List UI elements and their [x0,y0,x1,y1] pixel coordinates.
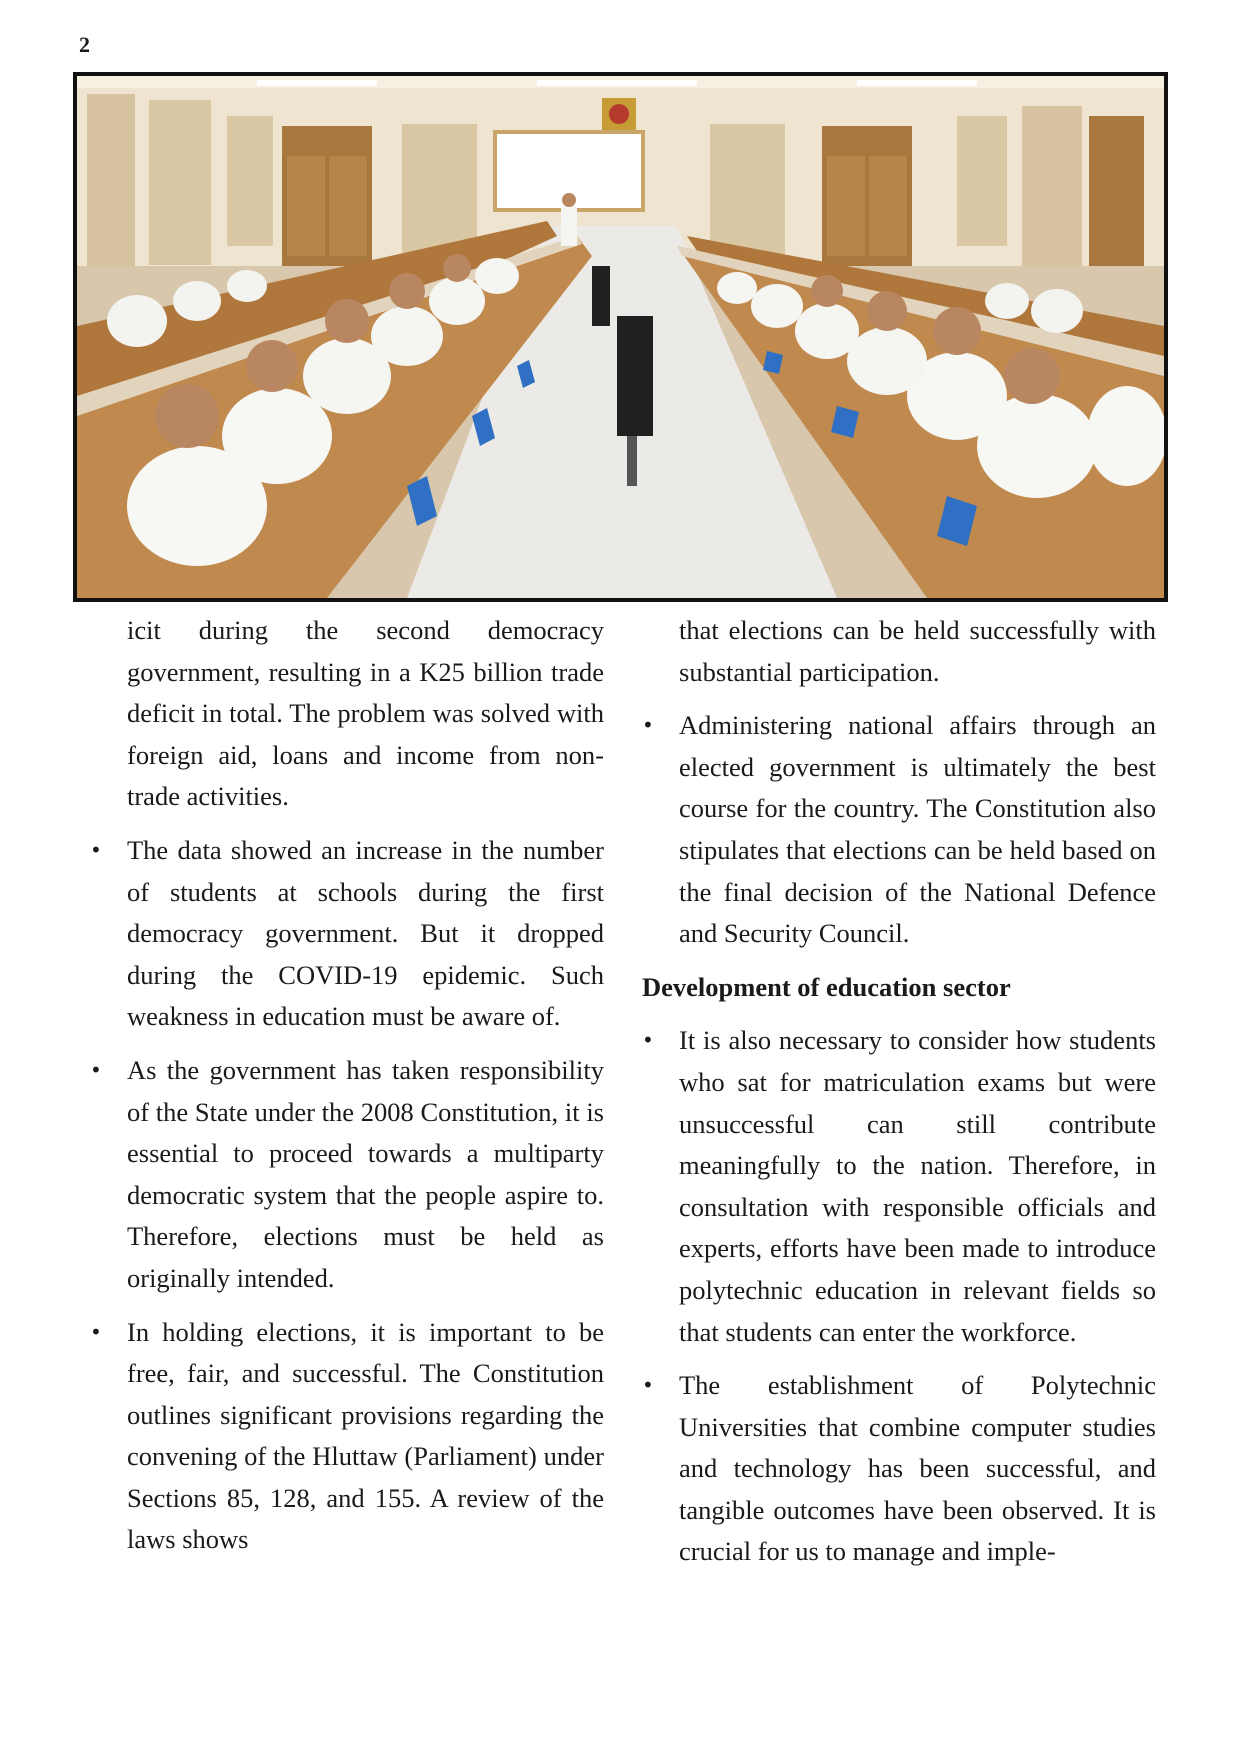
meeting-photo [73,72,1168,602]
bullet-item [642,1020,1156,1353]
right-column [642,610,1156,1573]
right-continuation-paragraph: that elections can be held successfully with substantial participation. [679,615,1156,687]
bullet-item [90,1312,604,1562]
bullet-glyph: • [90,837,102,862]
bullet-text: In holding elections, it is important to be free, fair, and successful. The Constitution outlines significant provisions regarding the convening of the Hluttaw (Parliament) under Sections 85, 128, and 155. A review of the laws shows [127,1316,604,1555]
bullet-item [90,1050,604,1300]
page-number: 2 [79,32,90,57]
bullet-text: As the government has taken responsibility of the State under the 2008 Constitution, it is essential to proceed towards a multiparty democratic system that the people aspire to. Therefore, elections must be held as originally intended. [127,1054,604,1293]
bullet-glyph: • [90,1319,102,1344]
bullet-text: Administering national affairs through an elected government is ultimately the best course for the country. The Constitution also stipulates that elections can be held based on the final decision of the National Defence and Security Council. [679,710,1156,949]
bullet-glyph: • [642,1028,654,1053]
bullet-glyph: • [642,1373,654,1398]
meeting-room-illustration [77,76,1164,598]
bullet-glyph: • [90,1057,102,1082]
left-column [90,610,604,1561]
bullet-text: The data showed an increase in the number of students at schools during the first democracy government. But it dropped during the COVID-19 epidemic. Such weakness in education must be aware of. [127,834,604,1032]
bullet-item [642,705,1156,955]
bullet-glyph: • [642,713,654,738]
bullet-text: The establishment of Polytechnic Universities that combine computer studies and technology has been successful, and tangible outcomes have been observed. It is crucial for us to manage and imple- [679,1370,1156,1567]
bullet-item [642,1365,1156,1573]
section-heading: Development of education sector [642,971,1011,1002]
bullet-text: It is also necessary to consider how students who sat for matriculation exams but were unsuccessful can still contribute meaningfully to the nation. Therefore, in consultation with responsible officials and experts, efforts have been made to introduce polytechnic education in relevant fields so that students can enter the workforce. [679,1025,1156,1347]
bullet-item [90,830,604,1038]
left-continuation-paragraph: icit during the second democracy government, resulting in a K25 billion trade deficit in total. The problem was solved with foreign aid, loans and income from non-trade activities. [127,615,604,812]
